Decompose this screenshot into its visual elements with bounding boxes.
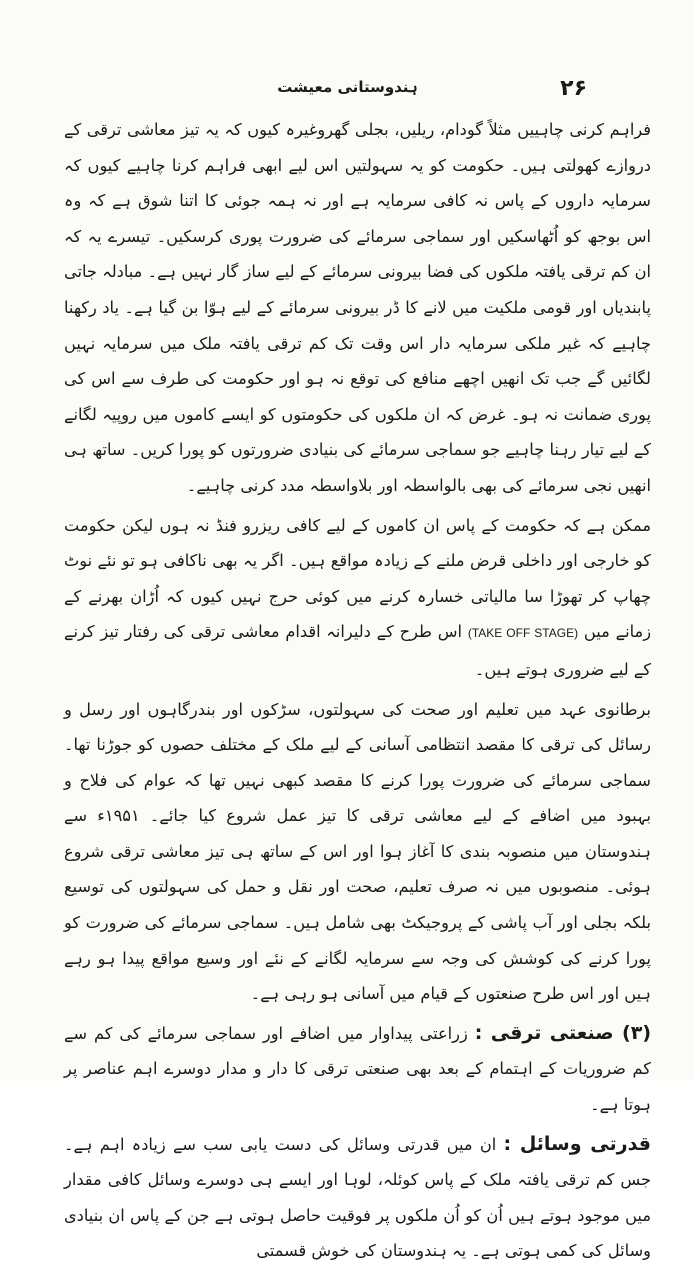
paragraph-5 bbox=[64, 1127, 651, 1269]
page-number: ۲۶ bbox=[560, 76, 587, 101]
paragraph-2-text-before: ممکن ہے کہ حکومت کے پاس ان کاموں کے لیے کافی ریزرو فنڈ نہ ہوں لیکن حکومت کو خارجی اور داخلی قرض ملنے کے زیادہ مواقع ہیں۔ اگر یہ بھی ناکافی ہو تو نئے نوٹ چھاپ کر تھوڑا سا مالیاتی خسارہ کرنے میں کوئی حرج نہیں کیوں کہ اُڑان بھرنے کے زمانے میں bbox=[64, 515, 652, 642]
page-header bbox=[60, 72, 635, 106]
section-heading-natural-resources: قدرتی وسائل : bbox=[503, 1132, 651, 1155]
running-title: ہندوستانی معیشت bbox=[277, 78, 418, 96]
paragraph-1: فراہم کرنی چاہییں مثلاً گودام، ریلیں، بجلی گھروغیرہ کیوں کہ یہ تیز معاشی ترقی کے دروازے کھولتی ہیں۔ حکومت کو یہ سہولتیں اس لیے ابھی فراہم کرنا چاہیے کیوں کہ سرمایہ داروں کے پاس نہ کافی سرمایہ ہے اور نہ ہمہ جوئی کا اتنا شوق ہے کہ وہ اس بوجھ کو اُٹھاسکیں اور سماجی سرمائے کی ضرورت پوری کرسکیں۔ تیسرے یہ کہ ان کم ترقی یافتہ ملکوں کی فضا بیرونی سرمائے کے لیے ساز گار نہیں ہے۔ مبادلہ جاتی پابندیاں اور قومی ملکیت میں لانے کا ڈر بیرونی سرمائے کے لیے ہوّا بن گیا ہے۔ یاد رکھنا چاہیے کہ غیر ملکی سرمایہ دار اس وقت تک کم ترقی یافتہ ملک میں سرمایہ نہیں لگائیں گے جب تک انھیں اچھے منافع کی توقع نہ ہو اور حکومت کی طرف سے اس کی پوری ضمانت نہ ہو۔ غرض کہ ان ملکوں کی حکومتوں کو ایسے کاموں میں روپیہ لگانے کے لیے تیار رہنا چاہیے جو سماجی سرمائے کی بنیادی ضرورتوں کو پورا کریں۔ ساتھ ہی انھیں نجی سرمائے کی بھی بالواسطہ اور بلاواسطہ مدد کرنی چاہیے۔ bbox=[64, 120, 651, 495]
paragraph-3: برطانوی عہد میں تعلیم اور صحت کی سہولتوں، سڑکوں اور بندرگاہوں اور رسل و رسائل کی ترقی کا مقصد انتظامی آسانی کے لیے ملک کے مختلف حصوں کو جوڑنا تھا۔ سماجی سرمائے کی ضرورت پورا کرنے کا مقصد کبھی نہیں تھا کہ عوام کی فلاح و بہبود میں اضافے کے لیے معاشی ترقی کا تیز عمل شروع کیا جائے۔ ۱۹۵۱ء سے ہندوستان میں منصوبہ بندی کا آغاز ہوا اور اس کے ساتھ ہی تیز معاشی ترقی شروع ہوئی۔ منصوبوں میں نہ صرف تعلیم، صحت اور نقل و حمل کی سہولتوں کی توسیع بلکہ بجلی اور آب پاشی کے پروجیکٹ بھی شامل ہیں۔ سماجی سرمائے کی ضرورت کو پورا کرنے کی کوشش کی وجہ سے سرمایہ لگانے کے نئے اور وسیع مواقع پیدا ہو رہے ہیں اور اس طرح صنعتوں کے قیام میں آسانی ہو رہی ہے۔ bbox=[64, 699, 652, 1004]
section-heading-industrial-development: (۳) صنعتی ترقی : bbox=[474, 1021, 651, 1044]
paragraph-4 bbox=[64, 1016, 651, 1123]
paragraph-5-text: ان میں قدرتی وسائل کی دست یابی سب سے زیادہ اہم ہے۔ جس کم ترقی یافتہ ملک کے پاس کوئلہ، لوہا اور ایسے ہی دوسرے وسائل کافی مقدار میں موجود ہوتے ہیں اُن کو اُن ملکوں پر فوقیت حاصل ہوتی ہے جن کے پاس ان بنیادی وسائل کی کمی ہوتی ہے۔ یہ ہندوستان کی خوش قسمتی bbox=[64, 1134, 651, 1261]
paragraph-2 bbox=[64, 508, 651, 688]
page-body bbox=[64, 112, 651, 1269]
paragraph-2-text-after: اس طرح کے دلیرانہ اقدام معاشی ترقی کی رفتار تیز کرنے کے لیے ضروری ہوتے ہیں۔ bbox=[64, 622, 651, 679]
take-off-stage-term: (TAKE OFF STAGE) bbox=[467, 626, 579, 641]
paragraph-4-text: زراعتی پیداوار میں اضافے اور سماجی سرمائے کی کم سے کم ضروریات کے اہتمام کے بعد بھی صنعتی ترقی کا دار و مدار دوسرے اہم عناصر پر ہوتا ہے۔ bbox=[64, 1023, 651, 1115]
